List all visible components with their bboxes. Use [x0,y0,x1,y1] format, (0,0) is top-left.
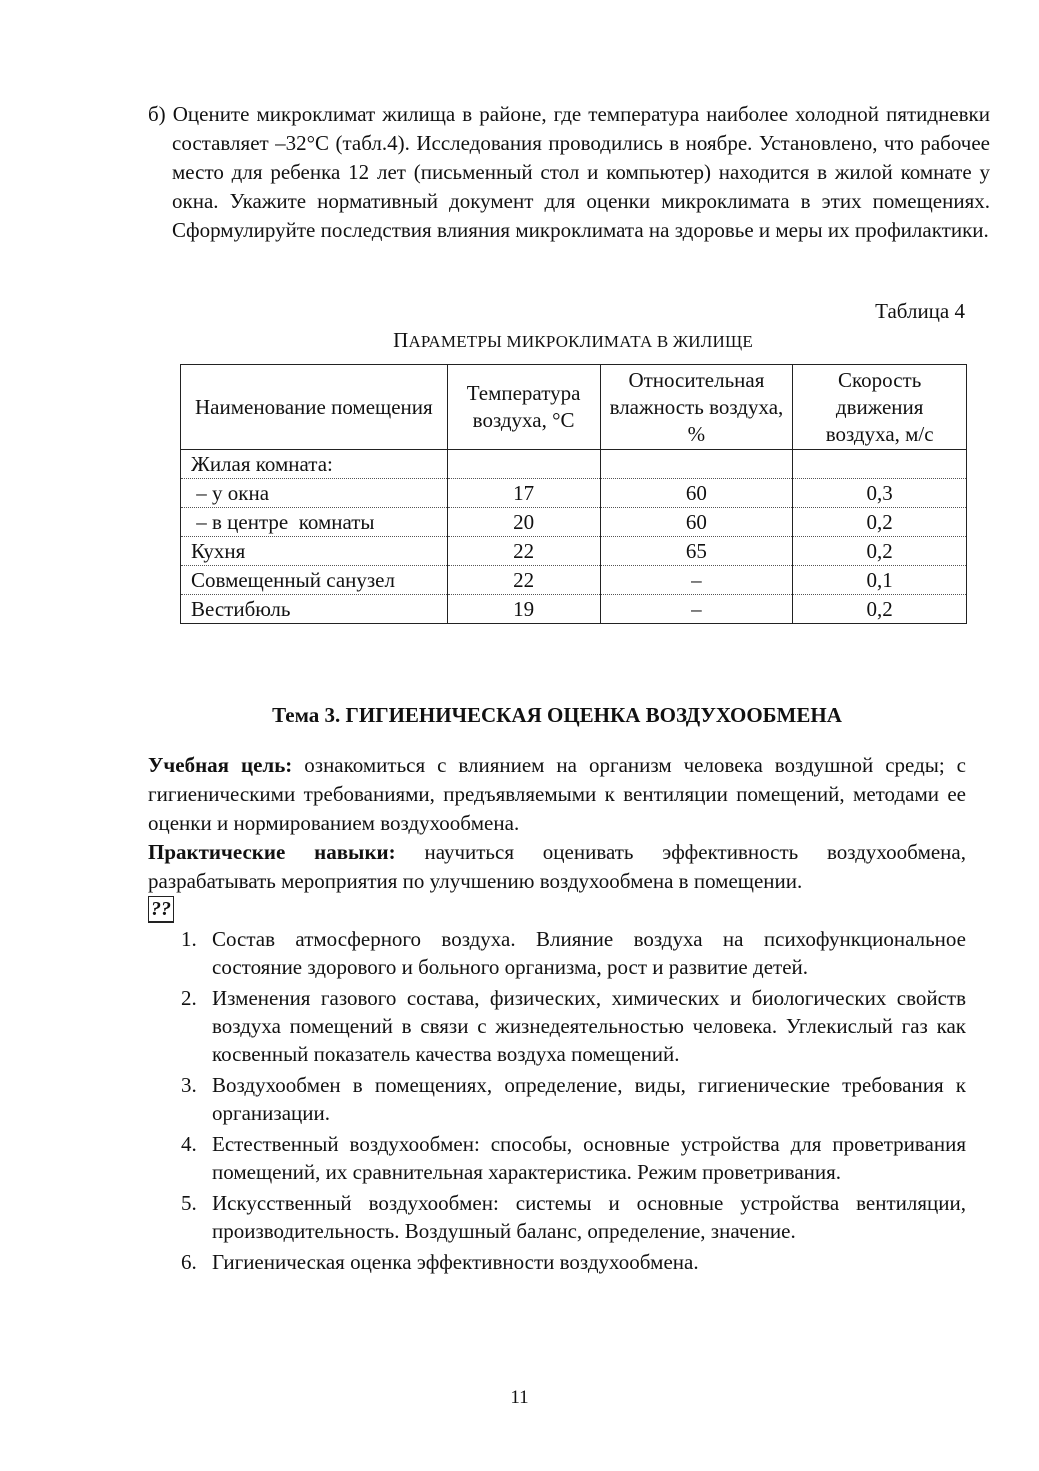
cell-humidity: – [600,566,793,595]
cell-temperature: 17 [447,479,600,508]
item-text: Гигиеническая оценка эффективности воздухообмена. [212,1250,699,1274]
header-air-speed: Скорость движения воздуха, м/с [793,365,967,450]
cell-air-speed: 0,2 [793,595,967,624]
item-number: 1. [181,927,197,951]
item-text: Состав атмосферного воздуха. Влияние воздуха на психофункциональное состояние здорового и больного организма, рост и развитие детей. [212,927,966,979]
cell-room: – в центре комнаты [181,508,448,537]
table-row [181,595,967,624]
header-temperature: Температура воздуха, °С [447,365,600,450]
study-goal-text: ознакомиться с влиянием на организм человека воздушной среды; с гигиеническими требованиями, предъявляемыми к вентиляции помещений, методами ее оценки и нормированием воздухообмена. [148,753,967,835]
cell-temperature: 20 [447,508,600,537]
cell-room: Вестибюль [181,595,448,624]
list-item [148,1130,966,1186]
list-item [148,925,966,981]
cell-room: Совмещенный санузел [181,566,448,595]
table-number: Таблица 4 [875,299,965,323]
study-goal-paragraph [148,751,966,838]
list-item [148,984,966,1068]
goals-section [148,751,966,896]
table-row [181,566,967,595]
cell-humidity: 65 [600,537,793,566]
item-text: Искусственный воздухообмен: системы и основные устройства вентиляции, производительность. Воздушный баланс, определение, значение. [212,1191,966,1243]
cell-temperature: 22 [447,537,600,566]
skills-label: Практические навыки: [148,840,396,864]
table-row [181,537,967,566]
table-row [181,479,967,508]
cell-air-speed: 0,1 [793,566,967,595]
cell-room: Жилая комната: [181,450,448,479]
cell-humidity: – [600,595,793,624]
cell-air-speed [793,450,967,479]
topic-heading: Тема 3. ГИГИЕНИЧЕСКАЯ ОЦЕНКА ВОЗДУХООБМЕНА [272,703,842,727]
list-item [148,1189,966,1245]
cell-humidity: 60 [600,508,793,537]
item-number: 4. [181,1132,197,1156]
cell-temperature: 22 [447,566,600,595]
questions-marker-icon: ?? [148,896,174,923]
study-goal-label: Учебная цель: [148,753,293,777]
item-number: 2. [181,986,197,1010]
table-title-initial: П [393,328,409,352]
list-item [148,1248,966,1276]
table-title-rest: АРАМЕТРЫ МИКРОКЛИМАТА В ЖИЛИЩЕ [408,332,753,351]
cell-room: Кухня [181,537,448,566]
header-room-name: Наименование помещения [181,365,448,450]
cell-temperature [447,450,600,479]
item-number: 6. [181,1250,197,1274]
cell-temperature: 19 [447,595,600,624]
table-header-row [181,365,967,450]
item-text: Воздухообмен в помещениях, определение, виды, гигиенические требования к организации. [212,1073,966,1125]
questions-list [148,925,966,1279]
cell-room: – у окна [181,479,448,508]
item-number: 3. [181,1073,197,1097]
table-row [181,508,967,537]
cell-humidity: 60 [600,479,793,508]
skills-text: научиться оценивать эффективность воздухообмена, разрабатывать мероприятия по улучшению воздухообмена в помещении. [148,840,966,893]
task-paragraph: б) Оцените микроклимат жилища в районе, где температура наиболее холодной пятидневки составляет –32°С (табл.4). Исследования проводились в ноябре. Установлено, что рабочее место для ребенка 12 лет (письменный стол и компьютер) находится в жилой комнате у окна. Укажите нормативный документ для оценки микроклимата в этих помещениях. Сформулируйте последствия влияния микроклимата на здоровье и меры их профилактики. [148,102,990,242]
list-item [148,1071,966,1127]
item-text: Изменения газового состава, физических, химических и биологических свойств воздуха помещений в связи с жизнедеятельностью человека. Углекислый газ как косвенный показатель качества воздуха помещений. [212,986,966,1066]
header-humidity: Относительная влажность воздуха, % [600,365,793,450]
skills-paragraph [148,838,966,896]
cell-humidity [600,450,793,479]
item-text: Естественный воздухообмен: способы, основные устройства для проветривания помещений, их сравнительная характеристика. Режим проветривания. [212,1132,966,1184]
cell-air-speed: 0,2 [793,508,967,537]
table-title [180,328,966,354]
item-number: 5. [181,1191,197,1215]
cell-air-speed: 0,3 [793,479,967,508]
microclimate-table [180,364,967,624]
cell-air-speed: 0,2 [793,537,967,566]
page-number: 11 [510,1387,529,1408]
table-row [181,450,967,479]
